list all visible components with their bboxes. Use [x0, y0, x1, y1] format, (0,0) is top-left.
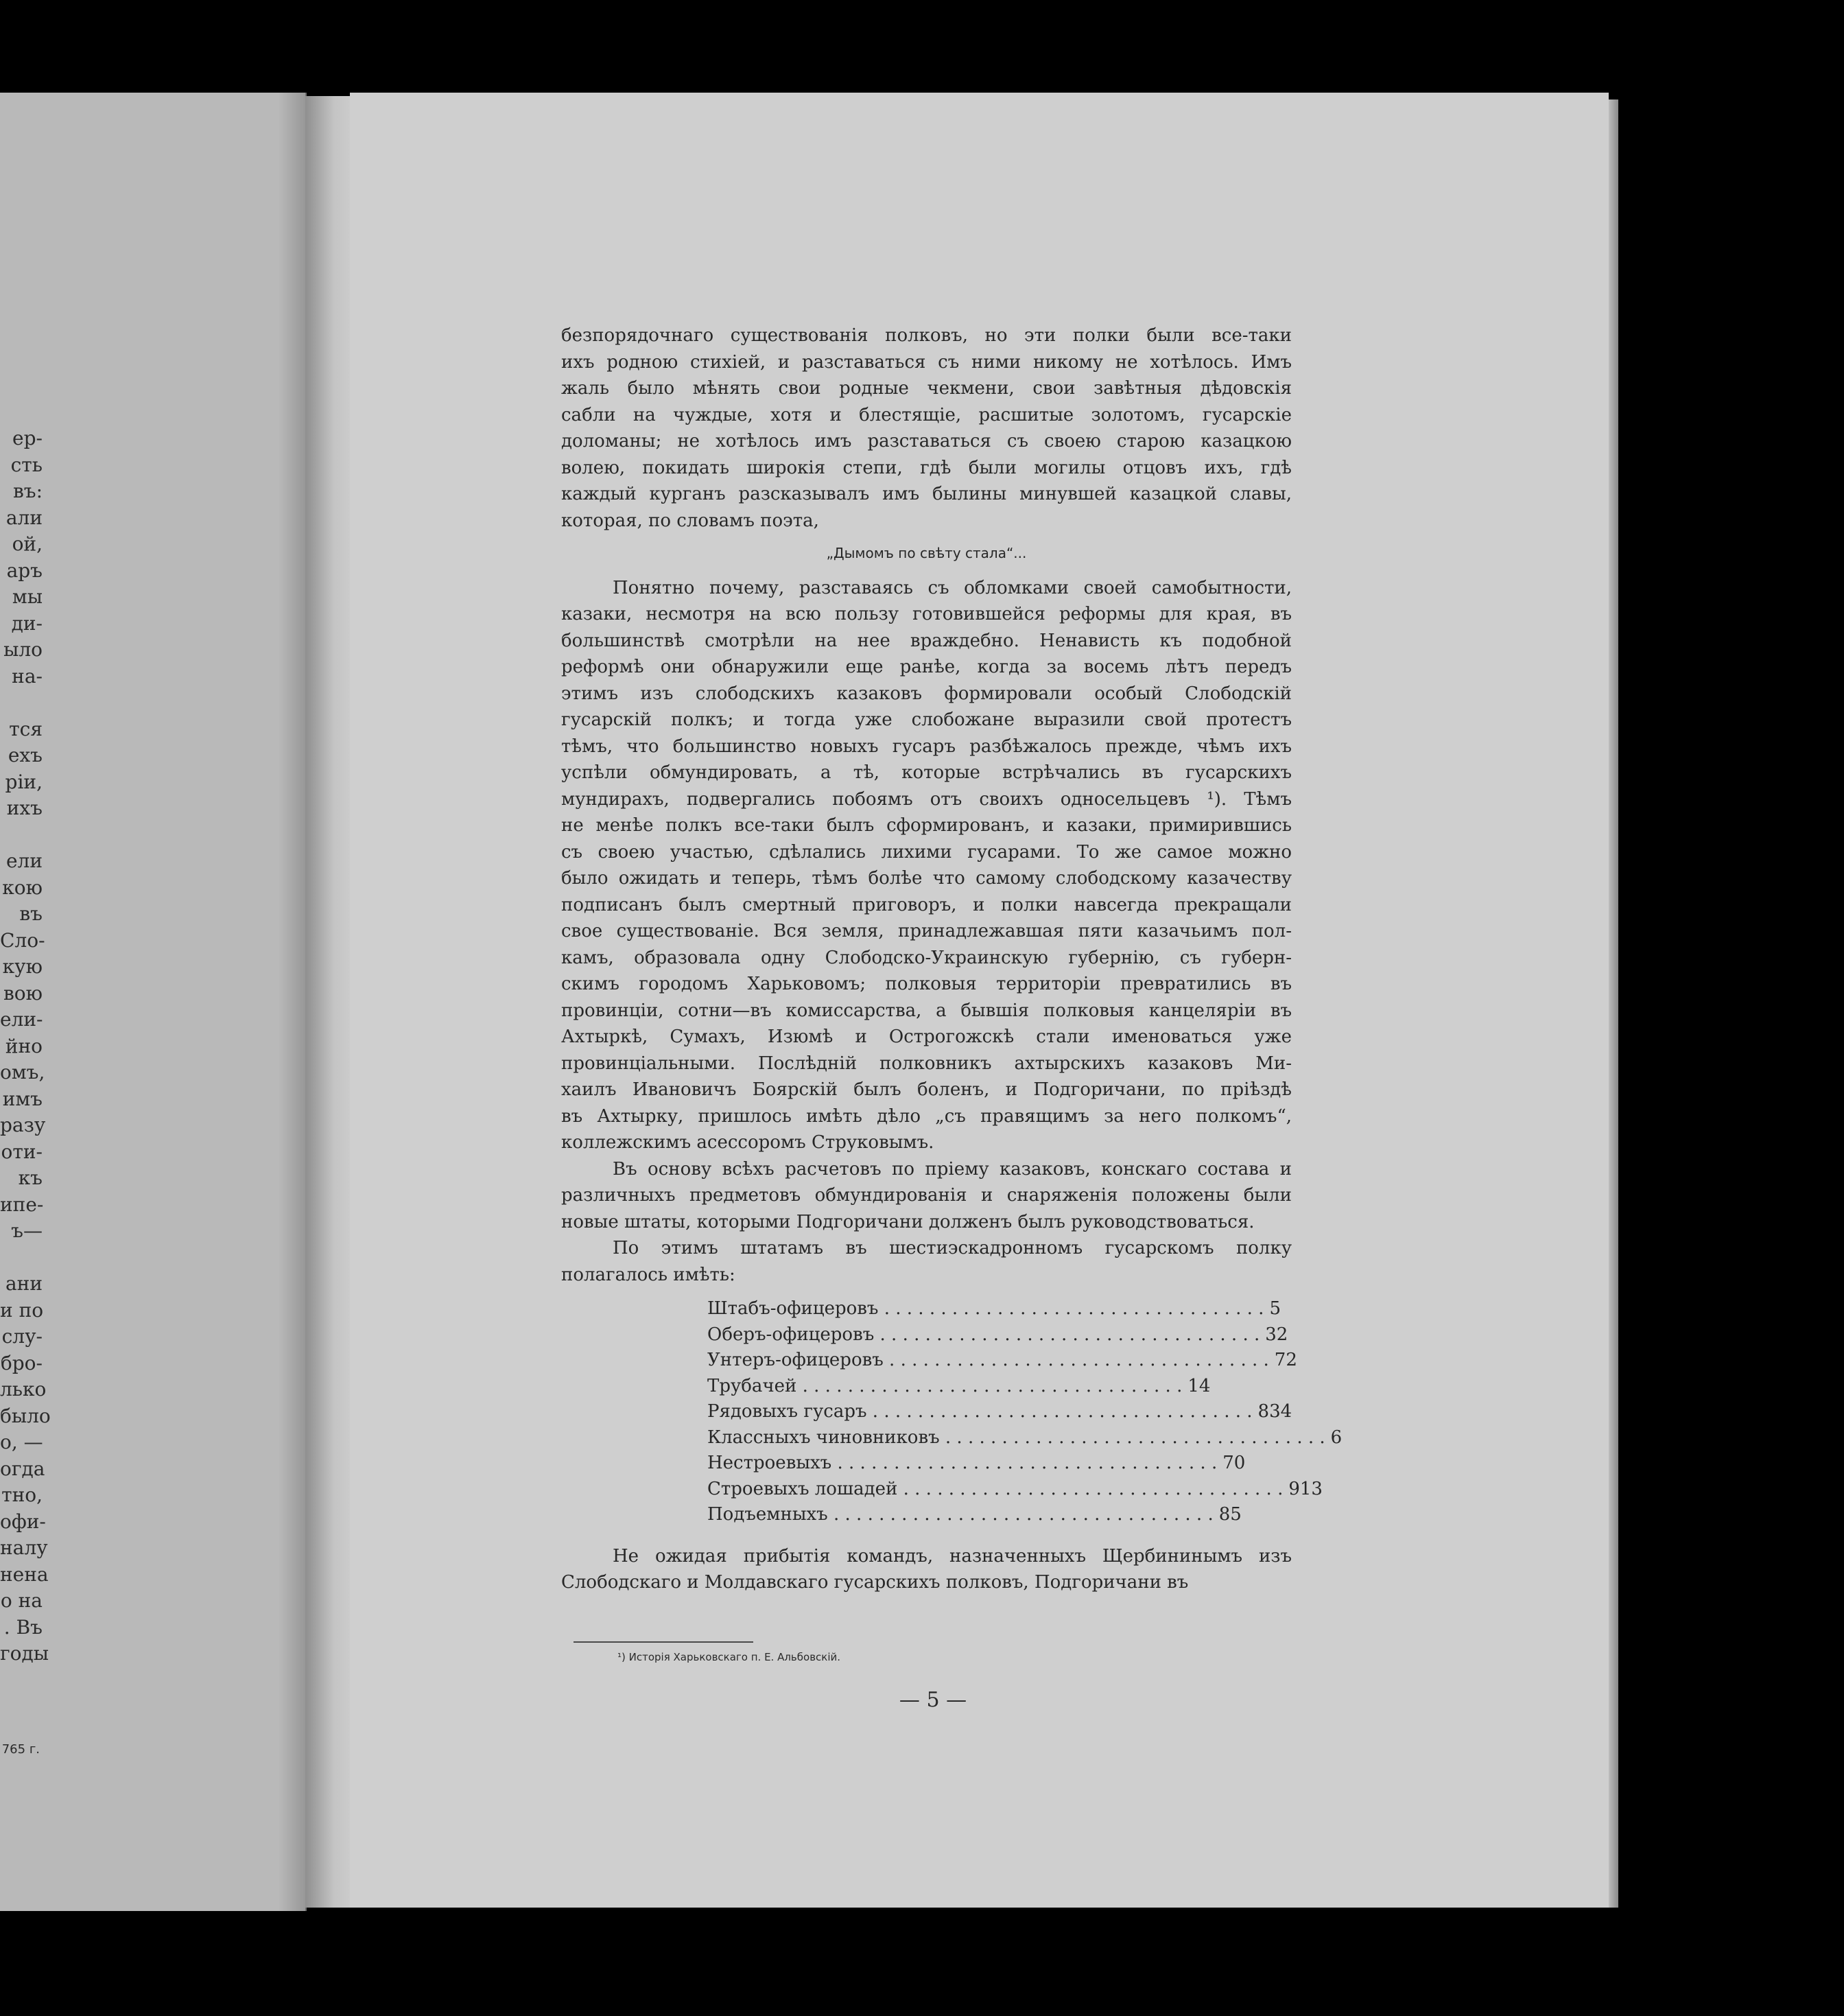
table-row-label: Унтеръ-офицеровъ . . .	[707, 1348, 1269, 1374]
table-row-label: Рядовыхъ гусаръ . . .	[707, 1399, 1253, 1425]
fragment-line: и по	[0, 1298, 44, 1322]
fragment-line: аръ	[6, 559, 43, 582]
text-line: Ахтыркѣ, Сумахъ, Изюмѣ и Острогожскѣ стали именоваться уже	[561, 1027, 1292, 1047]
text-line: новые штаты, которыми Подгоричани долженъ былъ руководствоваться.	[561, 1211, 1255, 1232]
table-row-label: Подъемныхъ . . .	[707, 1502, 1214, 1528]
table-row	[707, 1399, 1292, 1425]
table-row-value: 85	[1214, 1502, 1242, 1528]
fragment-line: разу	[0, 1114, 46, 1136]
text-line: Не ожидая прибытiя командъ, назначенныхъ Щербининымъ изъ	[613, 1545, 1292, 1567]
fragment-line: нена	[0, 1562, 49, 1586]
fragment-line: сть	[10, 453, 43, 476]
text-line: этимъ изъ слободскихъ казаковъ формировали особый Слободскiй	[561, 683, 1292, 704]
table-row-value: 913	[1283, 1477, 1323, 1503]
fragment-line: ой,	[12, 532, 43, 555]
text-line: камъ, образовала одну Слободско-Украинскую губернiю, съ губерн-	[561, 947, 1292, 968]
fragment-line: ихъ	[6, 797, 43, 819]
paragraph-5	[561, 1543, 1292, 1596]
table-row-value: 5	[1264, 1296, 1281, 1322]
paragraph-1	[561, 323, 1292, 534]
paragraph-3	[561, 1156, 1292, 1236]
fragment-line: тся	[9, 717, 43, 740]
fragment-line: ыло	[3, 638, 43, 661]
text-line: жаль было мѣнять свои родные чекмени, свои завѣтныя дѣдовскiя	[561, 378, 1292, 399]
fragment-line: ер-	[12, 427, 43, 449]
fragment-line	[0, 1245, 43, 1271]
fragment-line: въ	[19, 902, 43, 925]
table-row	[707, 1425, 1343, 1451]
fragment-line: вою	[3, 981, 43, 1005]
fragment-line: годы	[0, 1642, 49, 1665]
fragment-line: али	[5, 506, 43, 529]
fragment-line: къ	[18, 1167, 43, 1189]
text-line: не менѣе полкъ все-таки былъ сформированъ, и казаки, примирившись	[561, 815, 1292, 836]
text-line: доломаны; не хотѣлось имъ разставаться съ своею старою казацкою	[561, 431, 1292, 452]
fragment-line: тно,	[1, 1484, 43, 1506]
text-line: тѣмъ, что большинство новыхъ гусаръ разбѣжалось прежде, чѣмъ ихъ	[561, 736, 1292, 757]
fragment-line: налу	[0, 1536, 48, 1559]
table-row-label: Нестроевыхъ . . .	[707, 1451, 1217, 1477]
fragment-line: офи-	[0, 1510, 46, 1533]
text-line: каждый курганъ разсказывалъ имъ былины минувшей казацкой славы,	[561, 484, 1292, 504]
page-body	[561, 323, 1343, 1596]
fragment-line: ипе-	[0, 1193, 44, 1216]
fragment-line: ди-	[11, 611, 43, 635]
table-row-label: Строевыхъ лошадей . . .	[707, 1477, 1283, 1503]
text-line: свое существованiе. Вся земля, принадлежавшая пяти казачьимъ пол-	[561, 921, 1292, 941]
text-line: которая, по словамъ поэта,	[561, 510, 819, 531]
fragment-line: въ:	[12, 480, 43, 502]
fragment-line: бро-	[0, 1351, 43, 1374]
text-line: безпорядочнаго существованiя полковъ, но эти полки были все-таки	[561, 325, 1292, 346]
table-row-value: 834	[1253, 1399, 1292, 1425]
text-line: большинствѣ смотрѣли на нее враждебно. Ненависть къ подобной	[561, 630, 1292, 651]
fragment-line	[0, 690, 43, 716]
fragment-line: . Въ	[3, 1615, 43, 1639]
fragment-line: ели	[5, 849, 43, 872]
page-edge	[1609, 99, 1618, 1908]
text-line: мундирахъ, подвергались побоямъ отъ своихъ односельцевъ ¹). Тѣмъ	[561, 788, 1292, 810]
paragraph-2	[561, 575, 1292, 1156]
fragment-line: о на	[0, 1589, 43, 1612]
text-line: реформѣ они обнаружили еще ранѣе, когда за восемь лѣтъ передъ	[561, 657, 1292, 677]
table-row-value: 6	[1325, 1425, 1343, 1451]
fragment-line: было	[0, 1404, 51, 1427]
fragment-line: кую	[2, 955, 43, 978]
table-row-value: 32	[1260, 1322, 1288, 1348]
text-line: было ожидать и теперь, тѣмъ болѣе что самому слободскому казачеству	[561, 868, 1292, 889]
fragment-line: на-	[12, 664, 43, 688]
fragment-line: омъ,	[0, 1061, 45, 1083]
page-number: — 5 —	[899, 1688, 967, 1712]
text-line: провинцiальными. Послѣднiй полковникъ ахтырскихъ казаковъ Ми-	[561, 1053, 1292, 1074]
text-line: Слободскаго и Молдавскаго гусарскихъ полковъ, Подгоричани въ	[561, 1572, 1189, 1593]
table-row-label: Штабъ-офицеровъ . . .	[707, 1296, 1264, 1322]
fragment-line: огда	[0, 1457, 45, 1480]
table-row	[707, 1477, 1323, 1503]
table-row	[707, 1348, 1297, 1374]
fragment-line: мы	[12, 585, 43, 608]
book-gutter	[305, 96, 353, 1908]
table-row	[707, 1451, 1246, 1477]
text-line: сабли на чуждые, хотя и блестящiе, расшитые золотомъ, гусарскiе	[561, 404, 1292, 425]
fragment-line	[0, 822, 43, 849]
fragment-line: слу-	[1, 1325, 43, 1348]
table-row-label: Трубачей . . .	[707, 1374, 1182, 1400]
page-shadow	[278, 93, 305, 1911]
table-row-value: 14	[1182, 1374, 1210, 1400]
table-row	[707, 1296, 1281, 1322]
text-line: казаки, несмотря на всю пользу готовившейся реформы для края, въ	[561, 604, 1292, 624]
table-row	[707, 1502, 1242, 1528]
text-line: ихъ родною стихiей, и разставаться съ ними никому не хотѣлось. Имъ	[561, 351, 1292, 373]
staff-table	[707, 1296, 1343, 1528]
footnote-rule	[574, 1641, 753, 1643]
paragraph-4	[561, 1235, 1292, 1288]
table-row	[707, 1322, 1288, 1348]
fragment-line: ани	[5, 1272, 43, 1295]
fragment-line: лько	[0, 1378, 47, 1400]
text-line: По этимъ штатамъ въ шестиэскадронномъ гусарскомъ полку	[613, 1238, 1292, 1258]
fragment-line: ели-	[0, 1008, 43, 1031]
text-line: Въ основу всѣхъ расчетовъ по прiему казаковъ, конскаго состава и	[613, 1158, 1292, 1180]
table-row-value: 70	[1217, 1451, 1245, 1477]
text-line: въ Ахтырку, пришлось имѣть дѣло „съ правящимъ за него полкомъ“,	[561, 1105, 1292, 1127]
text-line: скимъ городомъ Харьковомъ; полковыя территорiи превратились въ	[561, 974, 1292, 994]
fragment-line: ехъ	[8, 744, 43, 766]
fragment-line: ъ—	[11, 1219, 43, 1242]
fragment-line: йно	[5, 1034, 43, 1057]
table-row	[707, 1374, 1211, 1400]
text-line: съ своею участью, сдѣлались лихими гусарами. То же самое можно	[561, 841, 1292, 863]
previous-page-text-fragments	[0, 425, 51, 1667]
text-line: хаилъ Ивановичъ Боярскiй былъ боленъ, и Подгоричани, по прiѣздѣ	[561, 1079, 1292, 1100]
table-row-label: Оберъ-офицеровъ . . .	[707, 1322, 1260, 1348]
fragment-line: о, —	[0, 1431, 43, 1453]
text-line: полагалось имѣть:	[561, 1264, 735, 1285]
text-line: провинцiи, сотни—въ комиссарства, а бывшiя полковыя канцелярiи въ	[561, 1000, 1292, 1021]
previous-page-footnote-fragment: 765 г.	[1, 1742, 40, 1757]
fragment-line: оти-	[1, 1140, 43, 1163]
text-line: гусарскiй полкъ; и тогда уже слобожане выразили свой протестъ	[561, 710, 1292, 730]
table-row-value: 72	[1269, 1348, 1297, 1374]
text-line: подписанъ былъ смертный приговоръ, и полки навсегда прекращали	[561, 894, 1292, 915]
text-line: успѣли обмундировать, а тѣ, которые встрѣчались въ гусарскихъ	[561, 762, 1292, 783]
footnote: ¹) Исторiя Харьковскаго п. Е. Альбовскiй.	[617, 1651, 841, 1663]
previous-page	[0, 93, 307, 1911]
fragment-line: Сло-	[0, 928, 45, 952]
fragment-line: имъ	[2, 1087, 43, 1110]
text-line: Понятно почему, разставаясь съ обломками своей самобытности,	[613, 577, 1292, 598]
text-line: различныхъ предметовъ обмундированiя и снаряженiя положены были	[561, 1185, 1292, 1206]
table-row-label: Классныхъ чиновниковъ . . .	[707, 1425, 1325, 1451]
text-line: коллежскимъ асессоромъ Струковымъ.	[561, 1132, 934, 1153]
text-line: волею, покидать широкiя степи, гдѣ были могилы отцовъ ихъ, гдѣ	[561, 457, 1292, 478]
fragment-line: рiи,	[5, 770, 43, 793]
fragment-line: кою	[2, 876, 43, 899]
poem-quote: „Дымомъ по свѣту стала“...	[826, 545, 1027, 561]
